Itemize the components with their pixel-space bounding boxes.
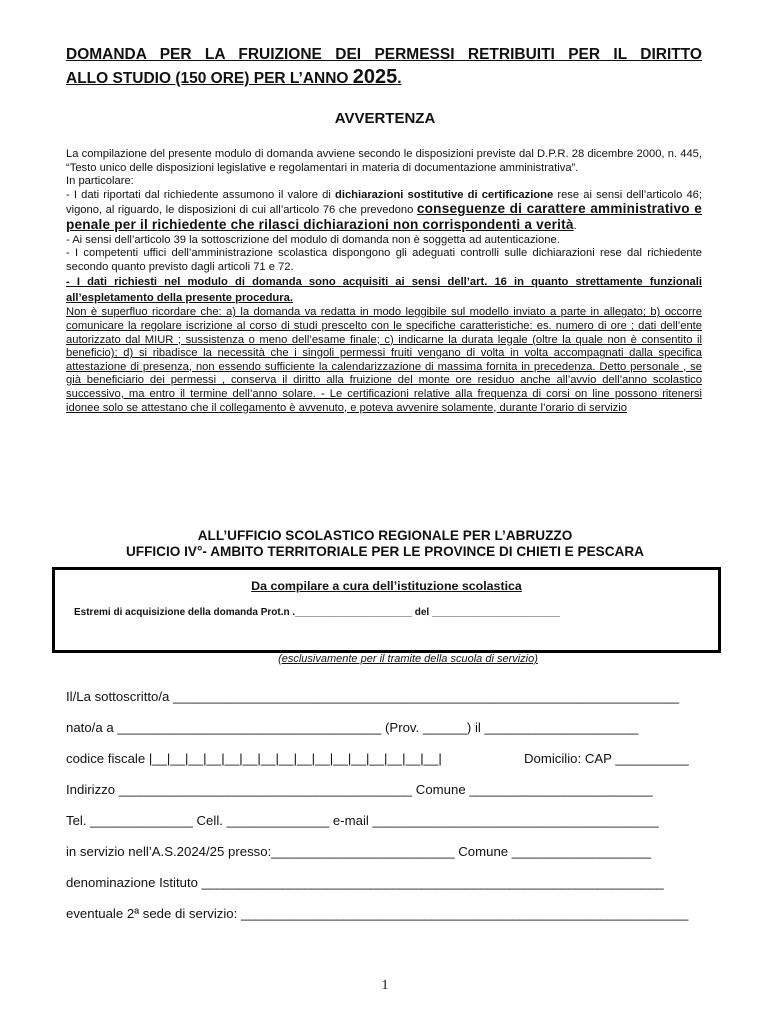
field-birth-place-date[interactable]: nato/a a ____________________________________ (Prov. ______) il _____________________ — [66, 720, 639, 735]
acquisition-protocol-field[interactable]: Estremi di acquisizione della domanda Prot.n ._____________________ del _______________________ — [74, 607, 560, 618]
page-number: 1 — [381, 978, 389, 993]
warning-heading: AVVERTENZA — [334, 110, 436, 127]
school-use-box — [52, 567, 721, 653]
warning-p3-e: . — [573, 219, 577, 232]
field-applicant-name[interactable]: Il/La sottoscritto/a _____________________________________________________________________ — [66, 689, 680, 704]
field-second-service-site[interactable]: eventuale 2ª sede di servizio: _____________________________________________________________ — [66, 906, 689, 921]
office-address — [0, 528, 770, 560]
field-domicile-cap[interactable]: Domicilio: CAP __________ — [524, 751, 689, 766]
school-use-box-title: Da compilare a cura dell’istituzione scolastica — [251, 579, 522, 593]
warning-p3-a: - I dati riportati dal richiedente assumono il valore di — [66, 188, 335, 201]
document-title — [66, 44, 702, 90]
field-address[interactable]: Indirizzo ________________________________________ Comune _________________________ — [66, 782, 653, 797]
warning-text — [66, 148, 702, 415]
field-service-school[interactable]: in servizio nell’A.S.2024/25 presso:_________________________ Comune ___________________ — [66, 844, 652, 859]
warning-paragraph-3 — [66, 189, 702, 234]
warning-paragraph-1: La compilazione del presente modulo di domanda avviene secondo le disposizioni previste dal D.P.R. 28 dicembre 2000, n. 445, “Testo unico delle disposizioni legislative e regolamentari in materia di documentazione amministrativa”. — [66, 148, 702, 174]
office-line-1: ALL’UFFICIO SCOLASTICO REGIONALE PER L’ABRUZZO — [197, 528, 573, 543]
title-end: . — [397, 70, 402, 87]
field-contacts[interactable]: Tel. ______________ Cell. ______________ e-mail _______________________________________ — [66, 813, 659, 828]
title-line-2 — [66, 66, 702, 90]
field-institute-name[interactable]: denominazione Istituto _______________________________________________________________ — [66, 875, 664, 890]
warning-paragraph-6: - I dati richiesti nel modulo di domanda sono acquisiti ai sensi dell’art. 16 in quanto strettamente funzionali all’espletamento della presente procedura. — [66, 276, 702, 305]
title-year: 2025 — [352, 66, 398, 88]
warning-p3-emphasis: conseguenze di carattere amministrativo e penale per il richiedente che rilasci dichiarazioni non corrispondenti a verità — [66, 201, 702, 232]
submission-note: (esclusivamente per il tramite della scuola di servizio) — [278, 653, 538, 665]
warning-paragraph-2: In particolare: — [66, 175, 134, 188]
warning-paragraph-4: - Ai sensi dell’articolo 39 la sottoscrizione del modulo di domanda non è soggetta ad autenticazione. — [66, 233, 560, 246]
title-line-2-text: ALLO STUDIO (150 ORE) PER L’ANNO — [66, 70, 353, 87]
warning-paragraph-7: Non è superfluo ricordare che: a) la domanda va redatta in modo leggibile sul modello inviato a parte in allegato; b) occorre comunicare la regolare iscrizione al corso di studi prescelto con le specifiche caratteristiche: es. numero di ore ; dati dell’ente autorizzato dal MIUR ; sussistenza o meno dell’esame finale; c) indicarne la durata legale (oltre la quale non è consentito il beneficio); d) si ribadisce la necessità che i singoli permessi fruiti vengano di volta in volta accompagnati dalla specifica attestazione di presenza, non essendo sufficiente la calendarizzazione di massima fornita in precedenza. Detto personale , se già beneficiario dei permessi , conserva il diritto alla fruizione del monte ore residuo anche all’avvio dell’anno scolastico successivo, ma entro il termine dell’anno solare. - Le certificazioni relative alla frequenza di corsi on line possono ritenersi idonee solo se attestano che il collegamento è avvenuto, e poteva avvenire solamente, durante l’orario di servizio — [66, 306, 702, 414]
office-line-2: UFFICIO IV°- AMBITO TERRITORIALE PER LE PROVINCE DI CHIETI E PESCARA — [125, 544, 644, 559]
warning-paragraph-5: - I competenti uffici dell’amministrazione scolastica dispongono gli adeguati controlli sulle dichiarazioni rese dal richiedente secondo quanto previsto dagli articoli 71 e 72. — [66, 247, 702, 273]
title-line-1: DOMANDA PER LA FRUIZIONE DEI PERMESSI RETRIBUITI PER IL DIRITTO — [66, 46, 702, 63]
warning-p3-c: rese ai sensi dell’articolo 46; vigono, al riguardo, le disposizioni di cui all’articolo 76 che prevedono — [66, 188, 703, 217]
warning-p3-bold: dichiarazioni sostitutive di certificazione — [335, 188, 554, 201]
field-tax-code[interactable]: codice fiscale |__|__|__|__|__|__|__|__|__|__|__|__|__|__|__|__| — [66, 751, 442, 766]
